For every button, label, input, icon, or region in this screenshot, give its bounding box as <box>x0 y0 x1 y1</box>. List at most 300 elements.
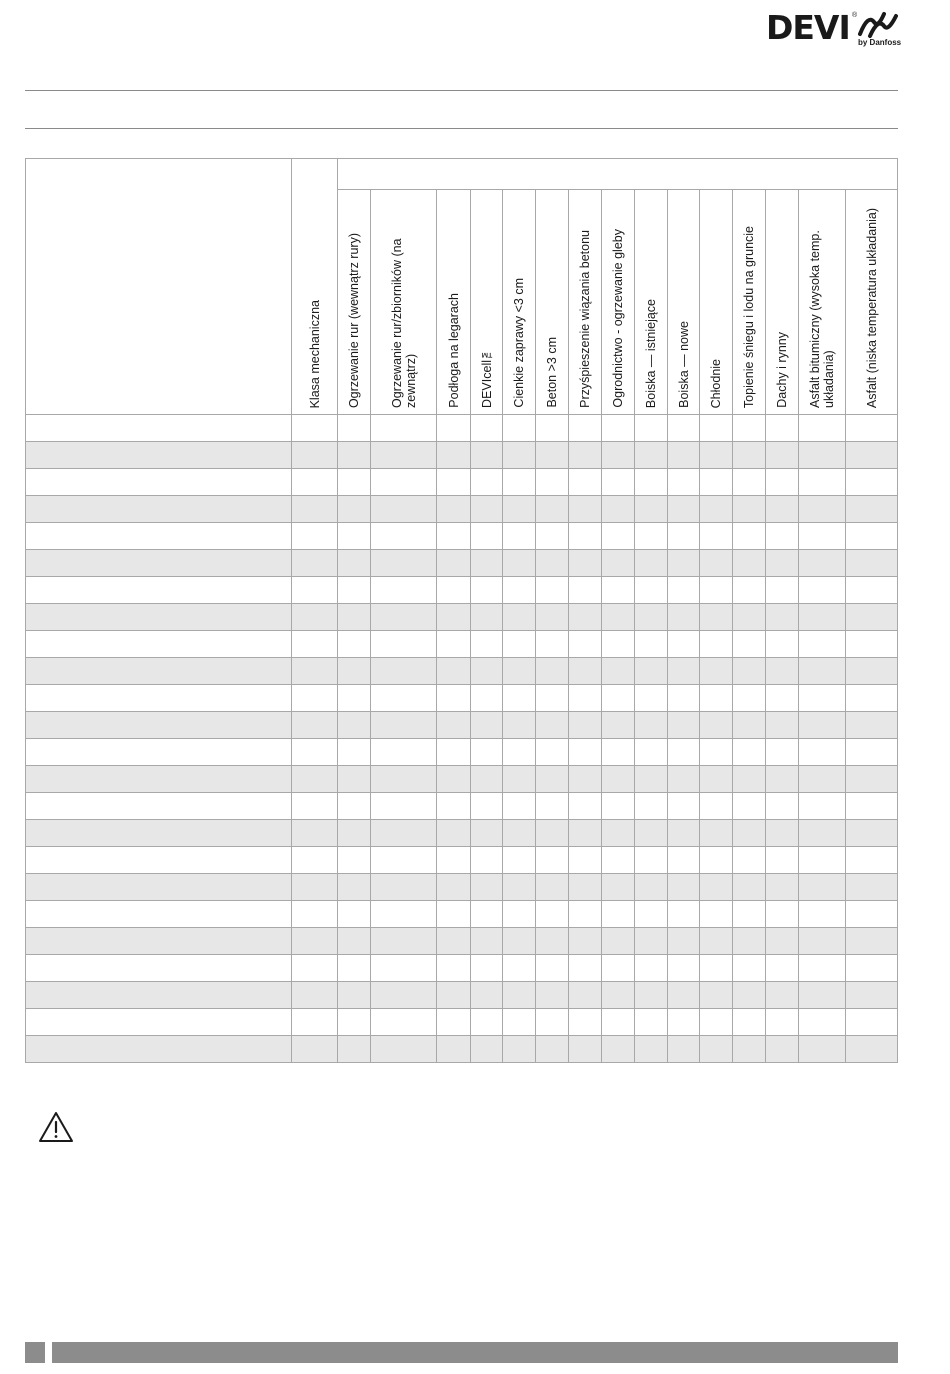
application-header-label: DEVIcell™ <box>479 346 494 408</box>
table-cell <box>766 793 799 820</box>
table-cell <box>338 1009 371 1036</box>
table-cell <box>471 739 503 766</box>
table-cell <box>437 523 471 550</box>
table-cell <box>635 820 668 847</box>
table-cell <box>635 415 668 442</box>
table-cell <box>292 631 338 658</box>
table-cell <box>503 1036 536 1063</box>
table-cell <box>668 901 700 928</box>
table-cell <box>602 523 635 550</box>
table-cell <box>846 739 898 766</box>
table-cell <box>569 415 602 442</box>
table-cell <box>536 442 569 469</box>
table-cell <box>338 955 371 982</box>
table-cell <box>292 847 338 874</box>
table-cell <box>668 523 700 550</box>
table-cell <box>846 874 898 901</box>
table-cell <box>766 955 799 982</box>
table-cell <box>733 847 766 874</box>
table-cell <box>569 523 602 550</box>
table-cell <box>799 847 846 874</box>
table-cell <box>536 793 569 820</box>
table-cell <box>569 820 602 847</box>
table-cell <box>26 550 292 577</box>
table-cell <box>437 496 471 523</box>
table-cell <box>602 577 635 604</box>
table-cell <box>371 604 437 631</box>
table-cell <box>635 928 668 955</box>
table-cell <box>26 874 292 901</box>
table-cell <box>635 631 668 658</box>
application-header-label: Ogrodnictwo - ogrzewanie gleby <box>611 229 625 408</box>
table-row <box>26 793 898 820</box>
table-cell <box>602 658 635 685</box>
table-cell <box>635 658 668 685</box>
application-header-label: Asfalt bitumiczny (wysoka temp. układania) <box>808 230 836 408</box>
table-cell <box>635 739 668 766</box>
application-header-6 <box>569 190 602 415</box>
table-cell <box>338 658 371 685</box>
table-cell <box>338 523 371 550</box>
table-cell <box>569 901 602 928</box>
table-cell <box>292 577 338 604</box>
table-cell <box>668 766 700 793</box>
application-header-label: Ogrzewanie rur/zbiorników (na zewnątrz) <box>389 238 418 408</box>
table-cell <box>700 631 733 658</box>
application-header-12 <box>766 190 799 415</box>
table-cell <box>371 955 437 982</box>
table-cell <box>799 766 846 793</box>
table-cell <box>635 982 668 1009</box>
table-cell <box>668 847 700 874</box>
table-cell <box>846 631 898 658</box>
table-row <box>26 1036 898 1063</box>
table-cell <box>26 658 292 685</box>
table-cell <box>846 469 898 496</box>
table-cell <box>766 658 799 685</box>
table-cell <box>437 604 471 631</box>
table-cell <box>733 469 766 496</box>
application-header-3 <box>471 190 503 415</box>
table-cell <box>503 901 536 928</box>
table-cell <box>338 874 371 901</box>
table-cell <box>437 955 471 982</box>
table-cell <box>503 955 536 982</box>
table-cell <box>668 631 700 658</box>
table-cell <box>371 1009 437 1036</box>
table-cell <box>733 415 766 442</box>
table-cell <box>338 415 371 442</box>
table-cell <box>846 442 898 469</box>
table-cell <box>700 415 733 442</box>
header-divider-top <box>25 90 898 91</box>
table-cell <box>799 415 846 442</box>
table-cell <box>371 793 437 820</box>
table-cell <box>338 442 371 469</box>
table-cell <box>569 739 602 766</box>
table-cell <box>668 496 700 523</box>
table-cell <box>503 928 536 955</box>
table-cell <box>700 1036 733 1063</box>
table-cell <box>536 496 569 523</box>
table-row <box>26 604 898 631</box>
table-cell <box>700 793 733 820</box>
table-cell <box>503 604 536 631</box>
table-cell <box>338 766 371 793</box>
table-cell <box>437 631 471 658</box>
table-cell <box>668 469 700 496</box>
table-cell <box>26 523 292 550</box>
table-cell <box>635 523 668 550</box>
table-cell <box>503 766 536 793</box>
table-cell <box>799 901 846 928</box>
table-cell <box>569 712 602 739</box>
footer-page-tab <box>25 1342 45 1363</box>
table-cell <box>668 928 700 955</box>
table-cell <box>766 469 799 496</box>
table-cell <box>733 685 766 712</box>
application-header-8 <box>635 190 668 415</box>
table-cell <box>292 982 338 1009</box>
table-cell <box>602 874 635 901</box>
table-cell <box>536 901 569 928</box>
application-header-label: Ogrzewanie rur (wewnątrz rury) <box>347 232 361 408</box>
table-cell <box>503 523 536 550</box>
table-cell <box>733 523 766 550</box>
table-cell <box>846 577 898 604</box>
table-cell <box>437 982 471 1009</box>
table-cell <box>437 658 471 685</box>
table-cell <box>26 604 292 631</box>
table-cell <box>668 982 700 1009</box>
table-cell <box>846 793 898 820</box>
table-row <box>26 712 898 739</box>
table-cell <box>26 820 292 847</box>
table-cell <box>569 442 602 469</box>
table-cell <box>799 604 846 631</box>
table-cell <box>700 874 733 901</box>
table-cell <box>503 982 536 1009</box>
table-cell <box>700 955 733 982</box>
table-cell <box>437 874 471 901</box>
table-cell <box>536 955 569 982</box>
table-cell <box>371 847 437 874</box>
table-cell <box>635 604 668 631</box>
table-cell <box>569 550 602 577</box>
table-cell <box>635 793 668 820</box>
table-cell <box>846 766 898 793</box>
table-cell <box>846 496 898 523</box>
application-header-10 <box>700 190 733 415</box>
table-cell <box>799 496 846 523</box>
table-cell <box>292 442 338 469</box>
table-cell <box>602 820 635 847</box>
table-cell <box>503 847 536 874</box>
table-cell <box>536 712 569 739</box>
table-cell <box>602 631 635 658</box>
table-cell <box>766 442 799 469</box>
logo-wordmark: DEVI <box>766 8 850 47</box>
table-cell <box>437 739 471 766</box>
table-cell <box>766 1036 799 1063</box>
table-row <box>26 955 898 982</box>
table-cell <box>338 604 371 631</box>
table-cell <box>338 1036 371 1063</box>
table-cell <box>292 874 338 901</box>
table-cell <box>766 847 799 874</box>
table-row <box>26 550 898 577</box>
table-cell <box>799 1036 846 1063</box>
table-cell <box>471 901 503 928</box>
table-cell <box>700 658 733 685</box>
table-cell <box>766 523 799 550</box>
table-cell <box>668 577 700 604</box>
table-cell <box>733 658 766 685</box>
application-header-label: Topienie śniegu i lodu na gruncie <box>742 225 756 408</box>
table-cell <box>635 442 668 469</box>
table-cell <box>437 766 471 793</box>
application-header-label: Cienkie zaprawy <3 cm <box>512 278 526 408</box>
table-cell <box>371 658 437 685</box>
table-cell <box>700 604 733 631</box>
table-cell <box>846 604 898 631</box>
table-cell <box>471 550 503 577</box>
application-header-11 <box>733 190 766 415</box>
table-cell <box>569 685 602 712</box>
table-cell <box>471 847 503 874</box>
table-cell <box>338 469 371 496</box>
table-row <box>26 820 898 847</box>
table-cell <box>371 442 437 469</box>
application-header-label: Boiska — istniejące <box>644 298 658 408</box>
table-cell <box>635 685 668 712</box>
table-cell <box>292 685 338 712</box>
table-cell <box>471 712 503 739</box>
table-cell <box>26 496 292 523</box>
table-cell <box>799 793 846 820</box>
table-cell <box>733 577 766 604</box>
table-cell <box>338 820 371 847</box>
table-cell <box>668 712 700 739</box>
table-cell <box>569 955 602 982</box>
table-cell <box>569 847 602 874</box>
table-row <box>26 523 898 550</box>
table-cell <box>471 874 503 901</box>
application-header-5 <box>536 190 569 415</box>
table-cell <box>292 604 338 631</box>
table-cell <box>635 955 668 982</box>
table-cell <box>292 1036 338 1063</box>
table-cell <box>338 928 371 955</box>
table-cell <box>846 820 898 847</box>
table-cell <box>503 793 536 820</box>
table-cell <box>536 685 569 712</box>
table-cell <box>700 577 733 604</box>
table-cell <box>569 1009 602 1036</box>
table-cell <box>569 496 602 523</box>
table-cell <box>846 415 898 442</box>
table-cell <box>292 793 338 820</box>
table-cell <box>602 982 635 1009</box>
table-cell <box>569 928 602 955</box>
table-cell <box>766 874 799 901</box>
table-cell <box>733 982 766 1009</box>
table-cell <box>471 766 503 793</box>
logo-tagline: by Danfoss <box>858 38 902 47</box>
application-header-label: Chłodnie <box>709 358 723 408</box>
table-row <box>26 982 898 1009</box>
table-cell <box>733 1009 766 1036</box>
table-cell <box>733 712 766 739</box>
table-cell <box>799 442 846 469</box>
applications-group-header <box>338 159 898 190</box>
table-cell <box>437 577 471 604</box>
table-cell <box>292 415 338 442</box>
table-cell <box>700 739 733 766</box>
table-cell <box>668 442 700 469</box>
table-cell <box>471 1036 503 1063</box>
table-cell <box>733 739 766 766</box>
table-cell <box>437 820 471 847</box>
table-cell <box>26 685 292 712</box>
cable-application-table <box>25 158 898 1063</box>
table-cell <box>733 496 766 523</box>
table-cell <box>371 820 437 847</box>
table-cell <box>668 685 700 712</box>
table-cell <box>766 982 799 1009</box>
table-cell <box>437 1036 471 1063</box>
table-cell <box>668 1036 700 1063</box>
table-row <box>26 631 898 658</box>
table-cell <box>799 955 846 982</box>
table-cell <box>536 1009 569 1036</box>
table-cell <box>799 631 846 658</box>
table-cell <box>371 982 437 1009</box>
table-cell <box>338 847 371 874</box>
table-cell <box>26 712 292 739</box>
table-cell <box>733 604 766 631</box>
table-cell <box>569 874 602 901</box>
table-cell <box>371 523 437 550</box>
table-cell <box>602 685 635 712</box>
table-cell <box>569 658 602 685</box>
devi-logo <box>766 8 906 48</box>
table-row <box>26 415 898 442</box>
table-cell <box>292 928 338 955</box>
table-cell <box>846 928 898 955</box>
application-header-13 <box>799 190 846 415</box>
table-cell <box>700 496 733 523</box>
table-cell <box>635 847 668 874</box>
table-cell <box>602 415 635 442</box>
table-cell <box>371 496 437 523</box>
table-cell <box>635 496 668 523</box>
table-cell <box>668 955 700 982</box>
table-cell <box>846 523 898 550</box>
table-cell <box>569 604 602 631</box>
table-cell <box>371 577 437 604</box>
table-cell <box>471 658 503 685</box>
table-cell <box>26 847 292 874</box>
table-cell <box>471 496 503 523</box>
table-cell <box>846 955 898 982</box>
table-cell <box>733 631 766 658</box>
table-cell <box>536 766 569 793</box>
table-cell <box>292 658 338 685</box>
table-cell <box>799 685 846 712</box>
table-cell <box>471 415 503 442</box>
table-cell <box>292 469 338 496</box>
table-row <box>26 577 898 604</box>
table-cell <box>799 550 846 577</box>
table-cell <box>700 523 733 550</box>
table-cell <box>733 766 766 793</box>
table-cell <box>668 550 700 577</box>
table-cell <box>602 550 635 577</box>
table-cell <box>700 847 733 874</box>
table-cell <box>437 550 471 577</box>
table-cell <box>766 928 799 955</box>
table-row <box>26 1009 898 1036</box>
table-cell <box>371 415 437 442</box>
table-cell <box>799 739 846 766</box>
application-header-0 <box>338 190 371 415</box>
table-cell <box>602 469 635 496</box>
table-cell <box>26 415 292 442</box>
table-cell <box>371 631 437 658</box>
table-cell <box>635 901 668 928</box>
table-cell <box>26 955 292 982</box>
table-row <box>26 658 898 685</box>
table-cell <box>569 793 602 820</box>
table-row <box>26 442 898 469</box>
table-cell <box>733 820 766 847</box>
table-cell <box>602 793 635 820</box>
table-cell <box>700 685 733 712</box>
table-cell <box>292 820 338 847</box>
application-header-9 <box>668 190 700 415</box>
table-cell <box>26 928 292 955</box>
table-cell <box>292 739 338 766</box>
table-cell <box>292 1009 338 1036</box>
table-cell <box>766 685 799 712</box>
warning-triangle-icon <box>38 1110 74 1144</box>
table-cell <box>338 712 371 739</box>
table-cell <box>503 685 536 712</box>
table-cell <box>437 469 471 496</box>
application-header-2 <box>437 190 471 415</box>
table-cell <box>846 1036 898 1063</box>
table-cell <box>799 523 846 550</box>
table-cell <box>503 820 536 847</box>
table-cell <box>700 550 733 577</box>
table-cell <box>503 496 536 523</box>
table-cell <box>503 469 536 496</box>
table-cell <box>437 415 471 442</box>
table-cell <box>471 928 503 955</box>
application-header-label: Asfalt (niska temperatura układania) <box>864 207 879 408</box>
table-cell <box>569 766 602 793</box>
table-cell <box>846 712 898 739</box>
table-cell <box>766 766 799 793</box>
table-cell <box>799 712 846 739</box>
table-cell <box>26 739 292 766</box>
table-cell <box>338 901 371 928</box>
table-cell <box>635 712 668 739</box>
table-cell <box>371 469 437 496</box>
table-cell <box>635 1009 668 1036</box>
application-header-14 <box>846 190 898 415</box>
